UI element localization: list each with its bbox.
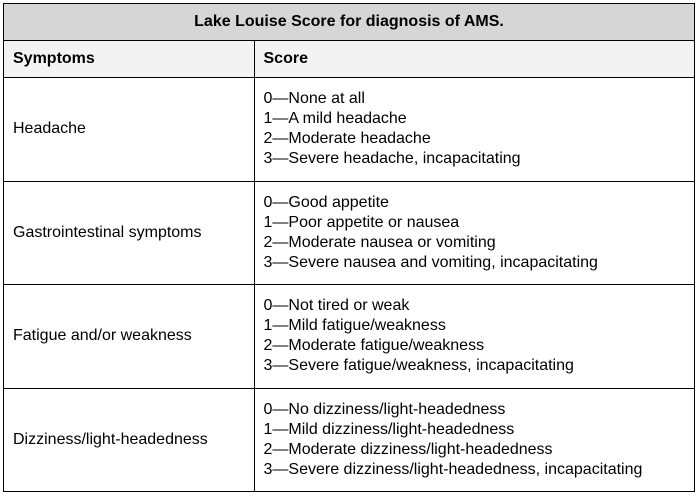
score-cell bbox=[254, 181, 694, 285]
score-option: 1—Mild fatigue/weakness bbox=[263, 317, 446, 335]
score-option: 3—Severe dizziness/light-headedness, incapacitating bbox=[263, 460, 643, 478]
score-option: 3—Severe nausea and vomiting, incapacitating bbox=[263, 253, 598, 271]
score-option: 3—Severe headache, incapacitating bbox=[263, 150, 521, 168]
table-title: Lake Louise Score for diagnosis of AMS. bbox=[4, 4, 694, 41]
score-cell bbox=[254, 78, 694, 182]
score-option: 1—A mild headache bbox=[263, 110, 407, 128]
score-option: 2—Moderate headache bbox=[263, 130, 431, 148]
symptom-cell: Dizziness/light-headedness bbox=[4, 388, 254, 491]
score-option: 1—Mild dizziness/light-headedness bbox=[263, 420, 515, 438]
table-row bbox=[4, 78, 694, 182]
symptom-cell: Headache bbox=[4, 78, 254, 182]
score-option: 0—Good appetite bbox=[263, 193, 389, 211]
score-option: 2—Moderate dizziness/light-headedness bbox=[263, 440, 553, 458]
score-option: 0—None at all bbox=[263, 90, 365, 108]
score-option: 2—Moderate fatigue/weakness bbox=[263, 337, 485, 355]
score-cell bbox=[254, 388, 694, 491]
ams-score-table bbox=[3, 3, 695, 492]
table-row bbox=[4, 388, 694, 491]
table-header-row bbox=[4, 41, 694, 78]
column-header-score: Score bbox=[254, 41, 694, 78]
column-header-symptoms: Symptoms bbox=[4, 41, 254, 78]
score-cell bbox=[254, 285, 694, 389]
score-option: 2—Moderate nausea or vomiting bbox=[263, 233, 496, 251]
table-row bbox=[4, 181, 694, 285]
symptom-cell: Gastrointestinal symptoms bbox=[4, 181, 254, 285]
score-option: 0—No dizziness/light-headedness bbox=[263, 400, 506, 418]
score-option: 0—Not tired or weak bbox=[263, 297, 410, 315]
score-option: 1—Poor appetite or nausea bbox=[263, 213, 460, 231]
score-table bbox=[4, 4, 694, 491]
table-row bbox=[4, 285, 694, 389]
symptom-cell: Fatigue and/or weakness bbox=[4, 285, 254, 389]
table-title-row bbox=[4, 4, 694, 41]
score-option: 3—Severe fatigue/weakness, incapacitating bbox=[263, 357, 574, 375]
